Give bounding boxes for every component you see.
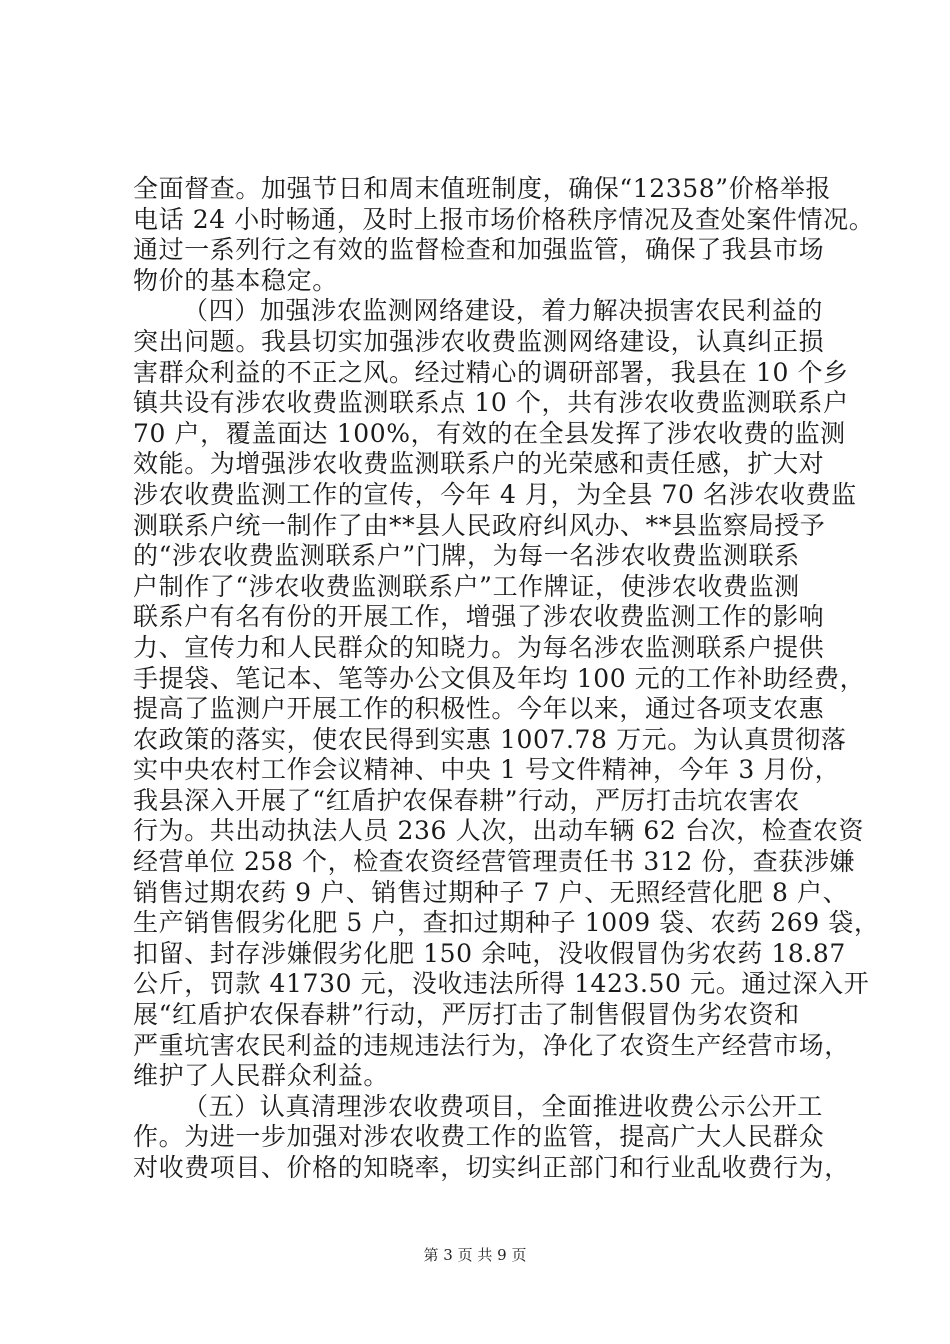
text-line: 电话 24 小时畅通，及时上报市场价格秩序情况及查处案件情况。 [133, 204, 875, 234]
text-line: 销售过期农药 9 户、销售过期种子 7 户、无照经营化肥 8 户、 [133, 877, 849, 907]
text-line: 的“涉农收费监测联系户”门牌，为每一名涉农收费监测联系 [133, 541, 800, 571]
text-line: 物价的基本稳定。 [133, 265, 338, 295]
text-line: 涉农收费监测工作的宣传，今年 4 月，为全县 70 名涉农收费监 [133, 479, 857, 509]
text-line: 农政策的落实，使农民得到实惠 1007.78 万元。为认真贯彻落 [133, 724, 847, 754]
paragraph-start-line: （五）认真清理涉农收费项目，全面推进收费公示公开工 [183, 1091, 824, 1121]
body-text [133, 174, 880, 1184]
text-line: 展“红盾护农保春耕”行动，严厉打击了制售假冒伪劣农资和 [133, 1000, 800, 1030]
text-line: 联系户有名有份的开展工作，增强了涉农收费监测工作的影响 [133, 602, 825, 632]
text-line: 70 户，覆盖面达 100%，有效的在全县发挥了涉农收费的监测 [133, 418, 846, 448]
text-line: 严重坑害农民利益的违规违法行为，净化了农资生产经营市场， [133, 1030, 850, 1060]
text-line: 户制作了“涉农收费监测联系户”工作牌证，使涉农收费监测 [133, 571, 800, 601]
text-line: 手提袋、笔记本、笔等办公文俱及年均 100 元的工作补助经费， [133, 663, 866, 693]
text-line: 突出问题。我县切实加强涉农收费监测网络建设，认真纠正损 [133, 326, 825, 356]
text-line: 测联系户统一制作了由**县人民政府纠风办、**县监察局授予 [133, 510, 826, 540]
text-line: 害群众利益的不正之风。经过精心的调研部署，我县在 10 个乡 [133, 357, 849, 387]
text-line: 维护了人民群众利益。 [133, 1061, 390, 1091]
page-number-footer: 第 3 页 共 9 页 [423, 1246, 527, 1264]
text-line: 扣留、封存涉嫌假劣化肥 150 余吨，没收假冒伪劣农药 18.87 [133, 938, 846, 968]
text-line: 经营单位 258 个，检查农资经营管理责任书 312 份，查获涉嫌 [133, 847, 856, 877]
text-line: 公斤，罚款 41730 元，没收违法所得 1423.50 元。通过深入开 [133, 969, 870, 999]
text-line: 通过一系列行之有效的监督检查和加强监管，确保了我县市场 [133, 235, 825, 265]
text-line: 实中央农村工作会议精神、中央 1 号文件精神，今年 3 月份， [133, 755, 841, 785]
text-line: 镇共设有涉农收费监测联系点 10 个，共有涉农收费监测联系户 [133, 388, 849, 418]
text-line: 行为。共出动执法人员 236 人次，出动车辆 62 台次，检查农资 [133, 816, 865, 846]
text-line: 提高了监测户开展工作的积极性。今年以来，通过各项支农惠 [133, 694, 825, 724]
text-line: 全面督查。加强节日和周末值班制度，确保“12358”价格举报 [133, 174, 832, 203]
paragraph-start-line: （四）加强涉农监测网络建设，着力解决损害农民利益的 [183, 296, 824, 326]
text-line: 力、宣传力和人民群众的知晓力。为每名涉农监测联系户提供 [133, 632, 825, 662]
text-line: 生产销售假劣化肥 5 户，查扣过期种子 1009 袋、农药 269 袋， [133, 908, 880, 938]
text-line: 对收费项目、价格的知晓率，切实纠正部门和行业乱收费行为， [133, 1153, 850, 1182]
text-line: 效能。为增强涉农收费监测联系户的光荣感和责任感，扩大对 [133, 449, 825, 479]
text-line: 作。为进一步加强对涉农收费工作的监管，提高广大人民群众 [133, 1122, 825, 1152]
text-line: 我县深入开展了“红盾护农保春耕”行动，严厉打击坑农害农 [133, 785, 800, 815]
